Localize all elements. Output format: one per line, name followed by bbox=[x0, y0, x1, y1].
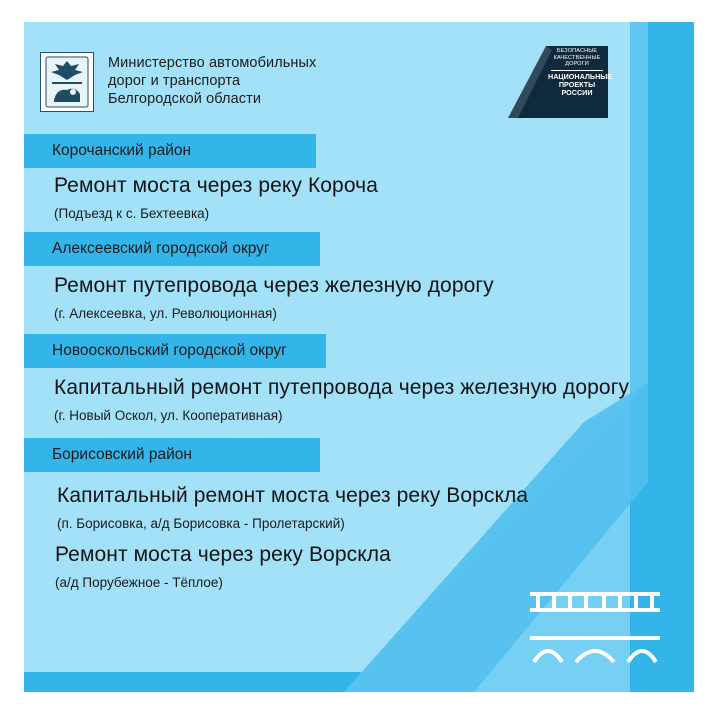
ministry-header bbox=[40, 52, 316, 112]
project-title: Капитальный ремонт путепровода через железную дорогу bbox=[54, 376, 630, 399]
ministry-line: дорог и транспорта bbox=[108, 73, 241, 89]
np-big-line: НАЦИОНАЛЬНЫЕ bbox=[548, 71, 613, 81]
bridge-icon bbox=[526, 588, 664, 672]
project-location: (Подъезд к с. Бехтеевка) bbox=[54, 206, 210, 221]
project-title: Ремонт моста через реку Ворскла bbox=[55, 543, 391, 566]
np-small-line: БЕЗОПАСНЫЕ bbox=[556, 48, 598, 54]
district-label: Корочанский район bbox=[24, 134, 316, 168]
project-title: Ремонт путепровода через железную дорогу bbox=[54, 274, 494, 297]
project-location: (п. Борисовка, а/д Борисовка - Пролетарский) bbox=[57, 516, 345, 531]
ministry-line: Белгородской области bbox=[108, 91, 262, 107]
district-label: Алексеевский городской округ bbox=[24, 232, 320, 266]
np-small-line: КАЧЕСТВЕННЫЕ ДОРОГИ bbox=[553, 54, 601, 67]
ministry-line: Министерство автомобильных bbox=[108, 55, 317, 71]
np-big-line: ПРОЕКТЫ bbox=[558, 79, 596, 89]
national-projects-text bbox=[548, 48, 613, 97]
district-label: Новооскольский городской округ bbox=[24, 334, 326, 368]
project-title: Ремонт моста через реку Короча bbox=[54, 174, 378, 197]
national-projects-logo bbox=[508, 46, 613, 118]
ministry-name bbox=[108, 54, 316, 108]
project-location: (а/д Порубежное - Тёплое) bbox=[55, 575, 223, 590]
belgorod-coat-of-arms-icon bbox=[45, 56, 89, 108]
district-label: Борисовский район bbox=[24, 438, 320, 472]
info-card bbox=[24, 22, 694, 692]
np-big-line: РОССИИ bbox=[561, 87, 593, 97]
project-location: (г. Новый Оскол, ул. Кооперативная) bbox=[54, 408, 283, 423]
project-title: Капитальный ремонт моста через реку Ворскла bbox=[57, 484, 529, 507]
project-location: (г. Алексеевка, ул. Революционная) bbox=[54, 306, 277, 321]
np-divider bbox=[551, 70, 603, 71]
emblem bbox=[40, 52, 94, 112]
